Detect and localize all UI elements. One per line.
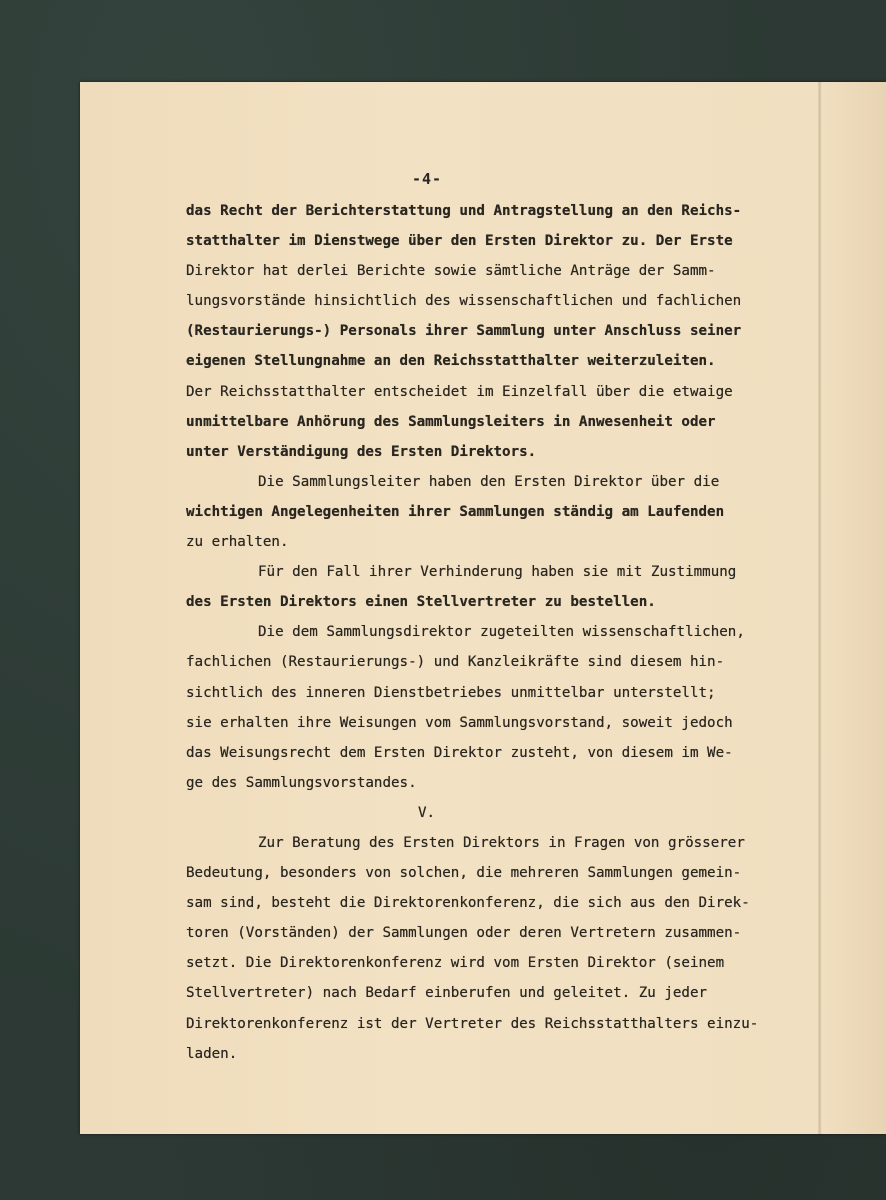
text-line: wichtigen Angelegenheiten ihrer Sammlungen ständig am Laufenden	[186, 503, 725, 520]
text-line: sam sind, besteht die Direktorenkonferenz, die sich aus den Direk-	[186, 895, 750, 912]
text-line: Direktorenkonferenz ist der Vertreter des Reichsstatthalters einzu-	[186, 1015, 759, 1032]
text-line: Die Sammlungsleiter haben den Ersten Direktor über die	[258, 473, 720, 490]
page-fold	[818, 82, 822, 1134]
body-text	[186, 196, 796, 1069]
text-line: sie erhalten ihre Weisungen vom Sammlungsvorstand, soweit jedoch	[186, 714, 733, 731]
text-line: das Recht der Berichterstattung und Antragstellung an den Reichs-	[186, 203, 742, 219]
text-line: Direktor hat derlei Berichte sowie sämtliche Anträge der Samm-	[186, 263, 716, 280]
text-line: ge des Sammlungsvorstandes.	[186, 774, 417, 791]
text-line: unter Verständigung des Ersten Direktors.	[186, 443, 537, 460]
section-heading: V.	[418, 804, 436, 821]
text-line: Die dem Sammlungsdirektor zugeteilten wissenschaftlichen,	[258, 624, 745, 641]
text-line: fachlichen (Restaurierungs-) und Kanzleikräfte sind diesem hin-	[186, 654, 725, 671]
text-line: laden.	[186, 1045, 238, 1062]
text-line: das Weisungsrecht dem Ersten Direktor zusteht, von diesem im We-	[186, 744, 733, 761]
text-line: Für den Fall ihrer Verhinderung haben sie mit Zustimmung	[258, 564, 737, 581]
text-line: sichtlich des inneren Dienstbetriebes unmittelbar unterstellt;	[186, 684, 716, 701]
text-line: zu erhalten.	[186, 534, 289, 551]
text-line: lungsvorstände hinsichtlich des wissenschaftlichen und fachlichen	[186, 293, 742, 310]
text-line: Zur Beratung des Ersten Direktors in Fragen von grösserer	[258, 834, 745, 851]
text-line: setzt. Die Direktorenkonferenz wird vom Ersten Direktor (seinem	[186, 955, 725, 972]
text-line: Bedeutung, besonders von solchen, die mehreren Sammlungen gemein-	[186, 865, 742, 882]
text-line: unmittelbare Anhörung des Sammlungsleiters in Anwesenheit oder	[186, 413, 716, 430]
text-line: (Restaurierungs-) Personals ihrer Sammlung unter Anschluss seiner	[186, 323, 742, 340]
text-line: Der Reichsstatthalter entscheidet im Einzelfall über die etwaige	[186, 383, 733, 400]
page-number: -4-	[412, 170, 443, 188]
text-line: eigenen Stellungnahme an den Reichsstatthalter weiterzuleiten.	[186, 353, 716, 370]
text-line: toren (Vorständen) der Sammlungen oder deren Vertretern zusammen-	[186, 925, 742, 942]
text-line: statthalter im Dienstwege über den Ersten Direktor zu. Der Erste	[186, 233, 733, 250]
text-line: des Ersten Direktors einen Stellvertreter zu bestellen.	[186, 594, 656, 611]
text-line: Stellvertreter) nach Bedarf einberufen und geleitet. Zu jeder	[186, 985, 708, 1002]
